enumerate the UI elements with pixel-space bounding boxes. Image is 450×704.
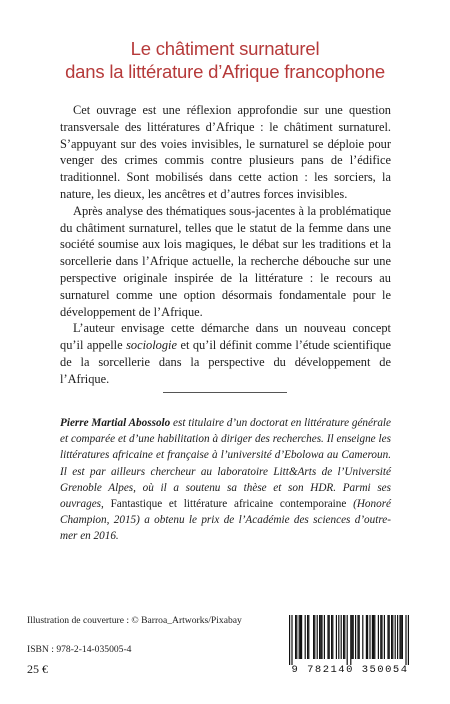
barcode-bar bbox=[405, 615, 406, 665]
book-summary bbox=[60, 102, 391, 388]
sociologie-term: sociologie bbox=[126, 338, 177, 353]
barcode-bar bbox=[301, 615, 302, 659]
book-title bbox=[0, 37, 450, 83]
bio-text-1: est titulaire d’un doctorat en littérature générale et comparée et d’une habilitation à diriger des recherches. Il enseigne les littératures africaine et française à l’université d’Ebolowa au Cameroun. Il est par ailleurs chercheur au laboratoire Litt&Arts de l’Université Grenoble Alpes, où il a soutenu sa thèse et son HDR. Parmi ses ouvrages, bbox=[60, 417, 391, 511]
barcode-bar bbox=[350, 615, 351, 665]
barcode-bar bbox=[344, 615, 345, 659]
barcode-bar bbox=[329, 615, 330, 659]
barcode-bars bbox=[279, 613, 421, 665]
barcode-bar bbox=[347, 615, 348, 665]
summary-p3-end: et qu’il définit comme l’étude scientifique de la sorcellerie dans la perspective du développement de l’Afrique. bbox=[60, 338, 391, 386]
book-title-line-1: Le châtiment surnaturel bbox=[130, 38, 320, 59]
barcode-bar bbox=[317, 615, 318, 659]
barcode-bar bbox=[327, 615, 328, 659]
barcode-bar bbox=[391, 615, 392, 659]
barcode-bar bbox=[319, 615, 320, 659]
barcode-bar bbox=[384, 615, 385, 659]
barcode-bar bbox=[378, 615, 379, 659]
barcode-bar bbox=[392, 615, 393, 659]
barcode-bar bbox=[296, 615, 297, 659]
summary-paragraph-1: Cet ouvrage est une réflexion approfondie sur une question transversale des littératures d’Afrique : le châtiment surnaturel. S’appuyant sur des voies invisibles, le surnaturel se déploie pour venger des crimes commis contre plusieurs pans de l’édifice traditionnel. Sont mobilisés dans cette action : les sorciers, la nature, les dieux, les ancêtres et d’autres forces invisibles. bbox=[60, 103, 391, 201]
barcode-bar bbox=[331, 615, 332, 659]
barcode-bar bbox=[351, 615, 352, 659]
barcode-bar bbox=[374, 615, 375, 659]
barcode-bar bbox=[336, 615, 337, 659]
barcode-bar bbox=[343, 615, 344, 659]
barcode-bar bbox=[408, 615, 409, 665]
barcode-bar bbox=[401, 615, 402, 659]
barcode-bar bbox=[300, 615, 301, 659]
barcode-bar bbox=[341, 615, 342, 659]
barcode-bar bbox=[357, 615, 358, 659]
barcode-bar bbox=[308, 615, 309, 659]
barcode-bar bbox=[366, 615, 367, 659]
barcode-bar bbox=[353, 615, 354, 659]
price: 25 € bbox=[27, 662, 48, 676]
summary-paragraph-2: Après analyse des thématiques sous-jacentes à la problématique du châtiment surnaturel, telles que le statut de la femme dans une société soumise aux lois magiques, le débat sur les traditions et la sorcellerie dans l’Afrique actuelle, la recherche débouche sur une perspective originale inspirée de la littérature : le recours au surnaturel comme une option désormais fondamentale pour le développement de l’Afrique. bbox=[60, 203, 391, 319]
barcode-bar bbox=[332, 615, 333, 659]
author-name: Pierre Martial Abossolo bbox=[60, 417, 171, 429]
barcode-bar bbox=[372, 615, 373, 659]
barcode-bar bbox=[380, 615, 381, 659]
barcode-bar bbox=[313, 615, 314, 659]
barcode-bar bbox=[305, 615, 306, 659]
barcode-bar bbox=[399, 615, 400, 659]
barcode-bar bbox=[373, 615, 374, 659]
barcode-bar bbox=[307, 615, 308, 659]
barcode-bar bbox=[395, 615, 396, 659]
summary-paragraph-3 bbox=[60, 320, 391, 387]
cover-illustration-credit: Illustration de couverture : © Barroa_Artworks/Pixabay bbox=[27, 615, 242, 626]
book-title-line-2: dans la littérature d’Afrique francophone bbox=[65, 61, 385, 82]
barcode-number: 9 782140 350054 bbox=[291, 664, 409, 676]
book-reference: Fantastique et littérature africaine contemporaine bbox=[110, 498, 347, 511]
barcode-bar bbox=[291, 615, 292, 665]
isbn: ISBN : 978-2-14-035005-4 bbox=[27, 644, 132, 655]
barcode-bar bbox=[295, 615, 296, 659]
separator-rule bbox=[163, 392, 287, 393]
barcode-bar bbox=[397, 615, 398, 659]
barcode-bar bbox=[314, 615, 315, 659]
barcode-bar bbox=[402, 615, 403, 659]
barcode-bar bbox=[389, 615, 390, 659]
barcode-bar bbox=[369, 615, 370, 659]
barcode-bar bbox=[381, 615, 382, 659]
summary-p3-start: L’auteur envisage cette démarche dans un nouveau concept qu’il appelle bbox=[60, 321, 391, 353]
bio-text-2: (Honoré Champion, 2015) a obtenu le prix de l’Académie des sciences d’outre-mer en 2016. bbox=[60, 498, 392, 543]
barcode-bar bbox=[359, 615, 360, 659]
barcode-bar bbox=[355, 615, 356, 659]
barcode-bar bbox=[289, 615, 290, 665]
barcode bbox=[279, 613, 421, 679]
barcode-bar bbox=[362, 615, 363, 659]
author-bio bbox=[60, 415, 391, 545]
barcode-bar bbox=[387, 615, 388, 659]
barcode-bar bbox=[321, 615, 322, 659]
barcode-bar bbox=[367, 615, 368, 659]
barcode-bar bbox=[320, 615, 321, 659]
barcode-bar bbox=[299, 615, 300, 659]
barcode-bar bbox=[324, 615, 325, 659]
barcode-bar bbox=[338, 615, 339, 659]
